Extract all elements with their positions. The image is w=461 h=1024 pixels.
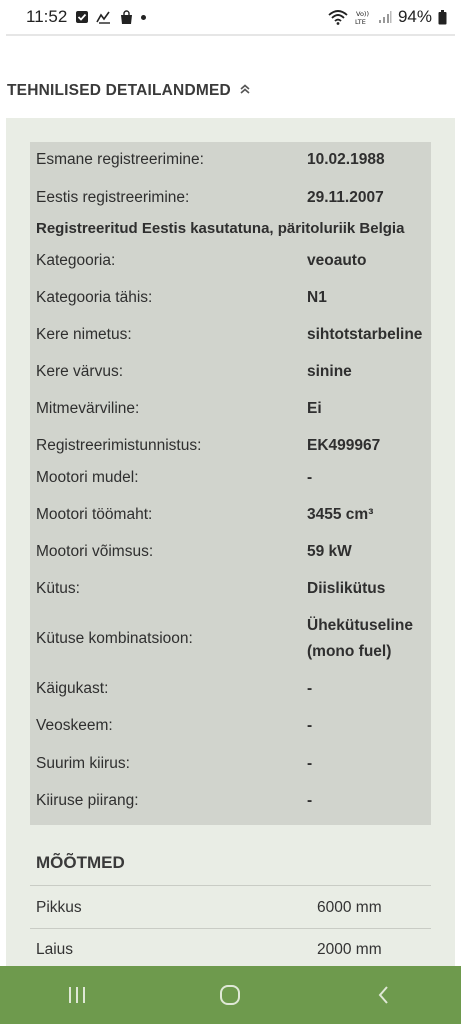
detail-label: Eestis registreerimine: bbox=[36, 189, 190, 206]
detail-label: Kere värvus: bbox=[36, 363, 124, 380]
detail-value: 3455 cm³ bbox=[307, 506, 374, 523]
detail-value-line2: (mono fuel) bbox=[307, 643, 392, 660]
detail-label: Esmane registreerimine: bbox=[36, 151, 204, 168]
home-icon[interactable] bbox=[200, 975, 260, 1015]
battery-icon bbox=[438, 10, 447, 25]
detail-value: 29.11.2007 bbox=[307, 189, 384, 206]
registration-note: Registreeritud Eestis kasutatuna, päritoluriik Belgia bbox=[36, 220, 405, 237]
detail-label: Kiiruse piirang: bbox=[36, 792, 139, 809]
navigation-bar bbox=[0, 966, 461, 1024]
detail-value: - bbox=[307, 680, 313, 697]
detail-value: - bbox=[307, 469, 313, 486]
detail-value: Ühekütuseline bbox=[307, 617, 413, 634]
detail-label: Mootori töömaht: bbox=[36, 506, 153, 523]
svg-text:LTE: LTE bbox=[354, 18, 366, 25]
missed-call-icon bbox=[96, 10, 112, 24]
detail-value: Diislikütus bbox=[307, 580, 386, 597]
detail-value: Ei bbox=[307, 400, 322, 417]
double-chevron-up-icon[interactable] bbox=[239, 82, 251, 100]
section-title: TEHNILISED DETAILANDMED bbox=[7, 82, 231, 99]
detail-value: - bbox=[307, 792, 313, 809]
svg-text:Vo)): Vo)) bbox=[355, 10, 369, 18]
detail-value: - bbox=[307, 717, 313, 734]
dimension-label: Pikkus bbox=[36, 899, 82, 916]
status-bar bbox=[0, 0, 461, 34]
detail-label: Suurim kiirus: bbox=[36, 755, 130, 772]
detail-value: EK499967 bbox=[307, 437, 381, 454]
detail-label: Registreerimistunnistus: bbox=[36, 437, 202, 454]
detail-value: - bbox=[307, 755, 313, 772]
dimensions-title: MÕÕTMED bbox=[36, 853, 125, 872]
detail-label: Kütuse kombinatsioon: bbox=[36, 630, 193, 647]
signal-icon bbox=[378, 10, 392, 24]
divider bbox=[30, 928, 431, 929]
detail-label: Kere nimetus: bbox=[36, 326, 132, 343]
detail-label: Veoskeem: bbox=[36, 717, 113, 734]
dimension-value: 2000 mm bbox=[317, 941, 382, 958]
volte-icon bbox=[354, 9, 372, 25]
battery-percent: 94% bbox=[397, 7, 432, 26]
shopping-bag-icon bbox=[119, 10, 134, 25]
detail-label: Mootori võimsus: bbox=[36, 543, 154, 560]
section-header[interactable] bbox=[7, 82, 251, 100]
detail-value: 10.02.1988 bbox=[307, 151, 385, 168]
dimension-label: Laius bbox=[36, 941, 74, 958]
dot-icon bbox=[141, 15, 146, 20]
wifi-icon bbox=[328, 9, 348, 25]
back-icon[interactable] bbox=[354, 975, 414, 1015]
detail-label: Kütus: bbox=[36, 580, 80, 597]
status-time: 11:52 bbox=[26, 7, 68, 26]
detail-label: Kategooria tähis: bbox=[36, 289, 153, 306]
divider bbox=[6, 34, 455, 36]
detail-value: 59 kW bbox=[307, 543, 352, 560]
detail-label: Mootori mudel: bbox=[36, 469, 139, 486]
detail-label: Käigukast: bbox=[36, 680, 109, 697]
divider bbox=[30, 885, 431, 886]
detail-label: Kategooria: bbox=[36, 252, 116, 269]
detail-label: Mitmevärviline: bbox=[36, 400, 140, 417]
detail-value: N1 bbox=[307, 289, 327, 306]
recent-apps-icon[interactable] bbox=[47, 975, 107, 1015]
dimension-value: 6000 mm bbox=[317, 899, 382, 916]
detail-value: veoauto bbox=[307, 252, 367, 269]
checkbox-icon bbox=[75, 10, 89, 24]
detail-value: sihtotstarbeline bbox=[307, 326, 423, 343]
detail-value: sinine bbox=[307, 363, 352, 380]
